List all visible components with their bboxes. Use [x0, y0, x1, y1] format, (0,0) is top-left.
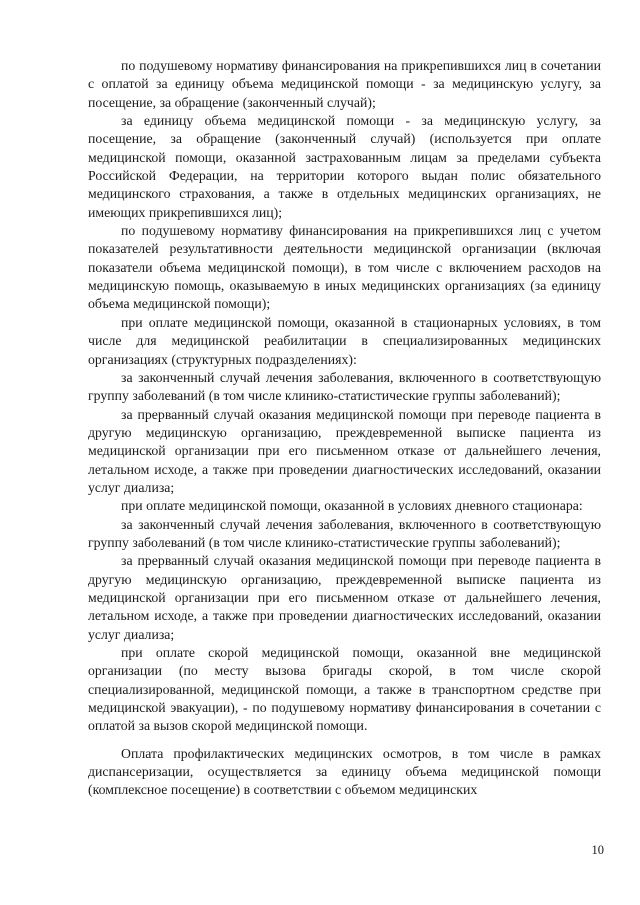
body-text: [88, 57, 601, 800]
paragraph: за законченный случай лечения заболевания, включенного в соответствующую группу заболеваний (в том числе клинико-статистические группы заболеваний);: [88, 516, 601, 550]
paragraph: за законченный случай лечения заболевания, включенного в соответствующую группу заболеваний (в том числе клинико-статистические группы заболеваний);: [88, 369, 601, 404]
page-number: 10: [591, 843, 604, 857]
paragraph: за единицу объема медицинской помощи - за медицинскую услугу, за посещение, за обращение (законченный случай) (используется при оплате медицинской помощи, оказанной застрахованным лицам за пределами субъекта Российской Федерации, на территории которого выдан полис обязательного медицинского страхования, а также в отдельных медицинских организациях, не имеющих прикрепившихся лиц);: [88, 113, 601, 220]
paragraph: при оплате скорой медицинской помощи, оказанной вне медицинской организации (по месту вызова бригады скорой, в том числе скорой специализированной, медицинской помощи, а также в транспортном средстве при медицинской эвакуации), - по подушевому нормативу финансирования в сочетании с оплатой за вызов скорой медицинской помощи.: [88, 645, 601, 734]
paragraph: по подушевому нормативу финансирования на прикрепившихся лиц в сочетании с оплатой за единицу объема медицинской помощи - за медицинскую услугу, за посещение, за обращение (законченный случай);: [88, 58, 601, 110]
paragraph: за прерванный случай оказания медицинской помощи при переводе пациента в другую медицинскую организацию, преждевременной выписке пациента из медицинской организации при его письменном отказе от дальнейшего лечения, летальном исходе, а также при проведении диагностических исследований, оказании услуг диализа;: [88, 406, 601, 495]
paragraph: при оплате медицинской помощи, оказанной в стационарных условиях, в том числе для медицинской реабилитации в специализированных медицинских организациях (структурных подразделениях):: [88, 314, 601, 367]
paragraph: Оплата профилактических медицинских осмотров, в том числе в рамках диспансеризации, осуществляется за единицу объема медицинской помощи (комплексное посещение) в соответствии с объемом медицинских: [88, 745, 601, 798]
paragraph: при оплате медицинской помощи, оказанной в условиях дневного стационара:: [121, 498, 583, 514]
paragraph: по подушевому нормативу финансирования на прикрепившихся лиц с учетом показателей результативности деятельности медицинской организации (включая показатели объема медицинской помощи), в том числе с включением расходов на медицинскую помощь, оказываемую в иных медицинских организациях (за единицу объема медицинской помощи);: [88, 223, 601, 312]
paragraph: за прерванный случай оказания медицинской помощи при переводе пациента в другую медицинскую организацию, преждевременной выписке пациента из медицинской организации при его письменном отказе от дальнейшего лечения, летальном исходе, а также при проведении диагностических исследований, оказании услуг диализа;: [88, 553, 601, 642]
